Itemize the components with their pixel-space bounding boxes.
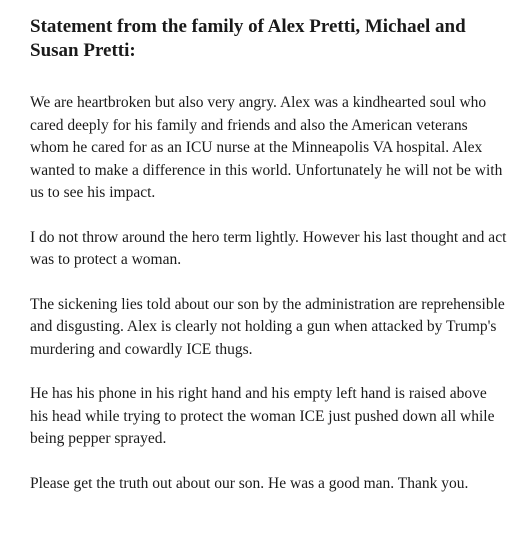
statement-document bbox=[30, 15, 508, 517]
statement-title: Statement from the family of Alex Pretti, Michael and Susan Pretti: bbox=[30, 16, 466, 61]
statement-paragraph-5: Please get the truth out about our son. He was a good man. Thank you. bbox=[30, 474, 469, 492]
statement-paragraph-1: We are heartbroken but also very angry. Alex was a kindhearted soul who cared deeply for his family and friends and also the American veterans whom he cared for as an ICU nurse at the Minneapolis VA hospital. Alex wanted to make a difference in this world. Unfortunately he will not be with us to see his impact. bbox=[30, 94, 503, 201]
statement-paragraph-2: I do not throw around the hero term lightly. However his last thought and act was to protect a woman. bbox=[30, 228, 507, 268]
statement-paragraph-3: The sickening lies told about our son by the administration are reprehensible and disgusting. Alex is clearly not holding a gun when attacked by Trump's murdering and cowardly ICE thugs. bbox=[30, 295, 505, 358]
statement-paragraph-4: He has his phone in his right hand and his empty left hand is raised above his head while trying to protect the woman ICE just pushed down all while being pepper sprayed. bbox=[30, 385, 495, 447]
statement-body bbox=[30, 92, 508, 495]
